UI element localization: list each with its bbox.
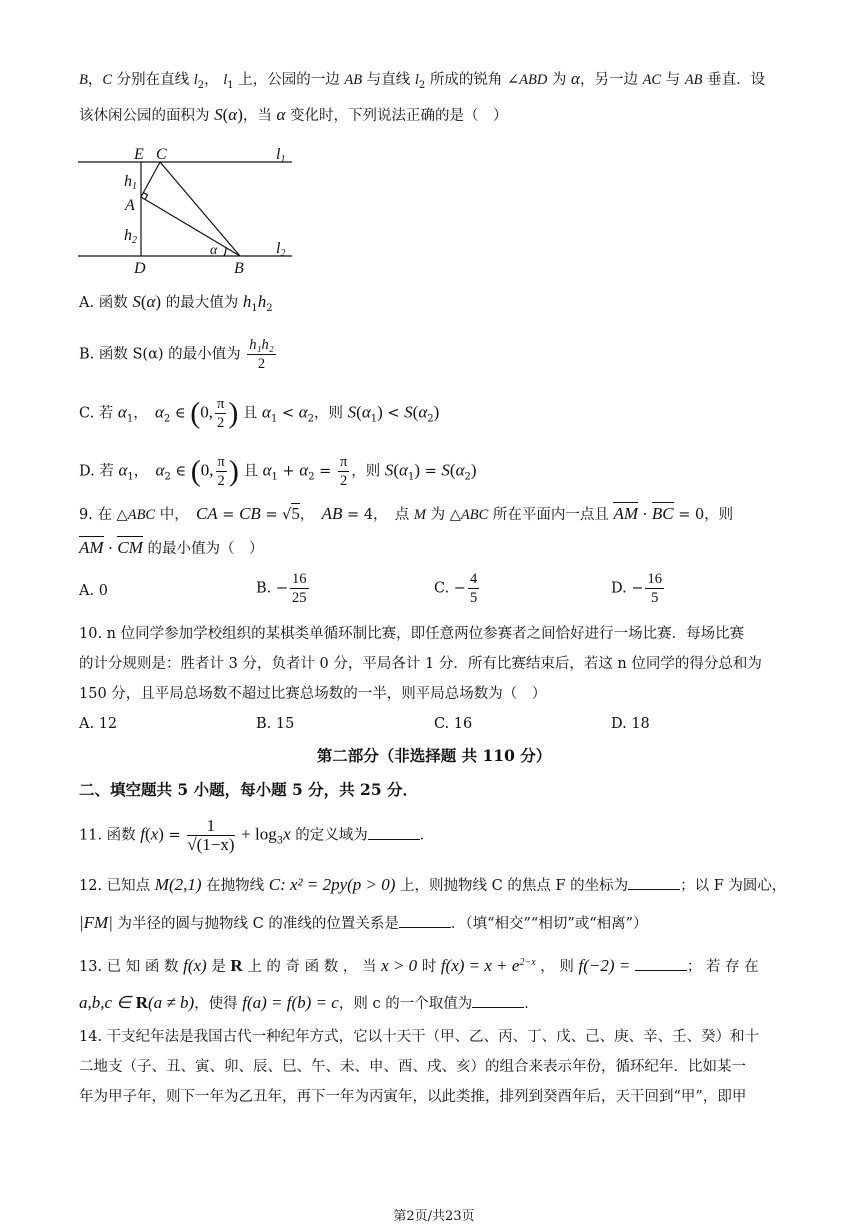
q8-figure <box>76 142 306 277</box>
q14-line-3: 年为甲子年，则下一年为乙丑年，再下一年为丙寅年，以此类推，排列到癸酉年后，天干回到“甲”，即甲 <box>79 1089 747 1105</box>
label-h1: h1 <box>124 173 137 192</box>
label-D: D <box>134 260 146 277</box>
q13-line-1: 13. 已 知 函 数 f(x) 是 R 上 的 奇 函 数 ， 当 x > 0 时 $f(x) = x + e^{2-x}$ ， 则 f(−2) = ； 若 存 在 <box>79 955 759 975</box>
q9-line-1: 9. 在 △ABC 中， CA = CB = √5， AB = 4， 点 M 为 △ABC 所在平面内一点且 AM · BC = 0，则 <box>79 504 734 523</box>
label-alpha: α <box>210 243 218 258</box>
segment-AC <box>141 162 160 197</box>
q14-line-1: 14. 干支纪年法是我国古代一种纪年方式，它以十天干（甲、乙、丙、丁、戊、己、庚、辛、壬、癸）和十 <box>79 1029 760 1045</box>
q11: 11. 函数 f(x) = $\frac{1}{√(1-x)}$ + $\log_3x$ 的定义域为 ． <box>79 816 435 854</box>
q8-option-c: C. 若 $\alpha_1$， $\alpha_2$ ∈ (0, $\frac{\pi}{2}$ ) 且 $\alpha_1 < \alpha_2$，则 $S(\alpha_1) < S(\alpha_2)$ <box>79 396 440 431</box>
label-C: C <box>156 146 167 163</box>
q10-option-d: D. 18 <box>611 716 650 732</box>
alpha-arc <box>224 248 226 257</box>
q12-line-1: 12. 已知点 M(2,1) 在抛物线 C: x² = 2py(p > 0) 上，则抛物线 C 的焦点 F 的坐标为 ；以 F 为圆心， <box>79 875 787 894</box>
q13-line-2: a,b,c ∈ R(a ≠ b)，使得 f(a) = f(b) = c，则 c 的一个取值为 ． <box>79 993 539 1012</box>
part2-title: 第二部分（非选择题 共 110 分） <box>316 746 552 765</box>
q10-option-b: B. 15 <box>256 716 295 732</box>
q10-line-2: 的计分规则是：胜者计 3 分，负者计 0 分，平局各计 1 分．所有比赛结束后，若这 n 位同学的得分总和为 <box>79 656 762 672</box>
q14-line-2: 二地支（子、丑、寅、卯、辰、巳、午、未、申、酉、戌、亥）的组合来表示年份，循环纪年．比如某一 <box>79 1059 746 1075</box>
q10-line-3: 150 分，且平局总场数不超过比赛总场数的一半，则平局总场数为（ ） <box>79 686 547 702</box>
q8-option-a: A. 函数 S(α) 的最大值为 $h_1h_2$ <box>79 292 273 314</box>
q10-line-1: 10. n 位同学参加学校组织的某棋类单循环制比赛，即任意两位参赛者之间恰好进行一场比赛．每场比赛 <box>79 626 745 642</box>
label-E: E <box>134 146 144 163</box>
q9-option-b: B. − $\frac{16}{25}$ <box>256 571 307 606</box>
section2-title: 二、填空题共 5 小题，每小题 5 分，共 25 分． <box>79 780 419 799</box>
q8-option-b: B. 函数 S(α) 的最小值为 $\frac{\text{h₁h₂}}{2}$ <box>79 337 274 372</box>
q10-option-a: A. 12 <box>79 716 118 732</box>
label-l2: l2 <box>276 240 286 259</box>
q8-option-d: D. 若 $\alpha_1$， $\alpha_2$ ∈ (0, $\frac{\pi}{2}$ ) 且 $\alpha_1 + \alpha_2$ = $\frac{\pi}{2}$ ，则 $S(\alpha_1) = S(\alpha_2)$ <box>79 454 477 489</box>
q9-line-2: AM · CM 的最小值为（ ） <box>79 538 264 557</box>
q9-option-c: C. − $\frac{4}{5}$ <box>434 571 478 606</box>
label-l1: l1 <box>276 146 286 165</box>
q10-option-c: C. 16 <box>434 716 473 732</box>
segment-CB <box>160 162 240 256</box>
q8-line-1: B，C 分别在直线 $l_2$， $l_1$ 上，公园的一边 AB 与直线 $l_2$ 所成的锐角 ∠ABD 为 α，另一边 AC 与 AB 垂直．设 <box>79 69 766 91</box>
q9-option-a: A. 0 <box>79 583 108 599</box>
page-footer: 第2页/共23页 <box>393 1209 475 1224</box>
label-h2: h2 <box>124 227 137 246</box>
segment-AB <box>141 197 240 256</box>
q9-option-d: D. − $\frac{16}{5}$ <box>611 571 662 606</box>
label-B: B <box>234 260 244 277</box>
q8-line-2: 该休闲公园的面积为 S(α)，当 α 变化时，下列说法正确的是（ ） <box>79 105 508 124</box>
q12-line-2: |FM| 为半径的圆与抛物线 C 的准线的位置关系是 ．（填“相交”“相切”或“相离”） <box>79 913 648 932</box>
label-A: A <box>125 197 135 214</box>
